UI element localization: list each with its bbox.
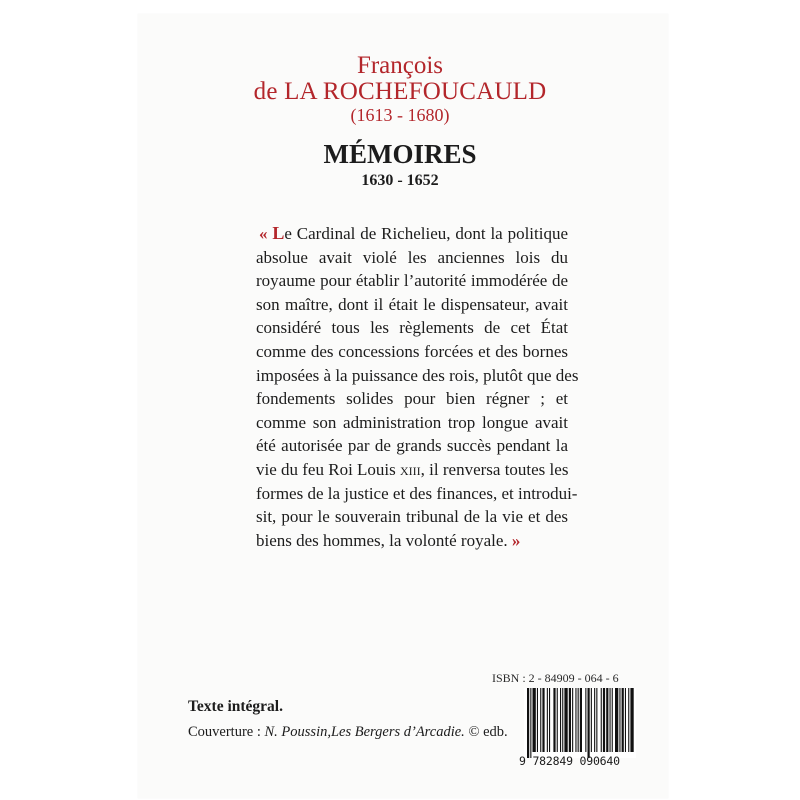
author-dates: (1613 - 1680) xyxy=(350,105,450,125)
open-guillemet: « xyxy=(259,224,273,243)
roman-numeral: xiii xyxy=(400,459,421,479)
barcode-bar xyxy=(537,688,538,752)
quote-line: formes de la justice et des finances, et introdui- xyxy=(256,483,578,503)
quote-line: « Le Cardinal de Richelieu, dont la politique xyxy=(259,223,569,243)
quote-line: imposées à la puissance des rois, plutôt que des xyxy=(256,365,579,385)
barcode-bar xyxy=(606,688,608,752)
author-first-name: François xyxy=(356,52,444,79)
close-guillemet: » xyxy=(511,530,521,550)
book-years: 1630 - 1652 xyxy=(361,172,439,189)
quote-line: considéré tous les règlements de cet État xyxy=(256,318,568,338)
barcode-icon xyxy=(524,688,636,758)
barcode-bar xyxy=(615,688,618,752)
quote-line: biens des hommes, la volonté royale. » xyxy=(256,530,521,550)
author-last-name: de LA ROCHEFOUCAULD xyxy=(253,78,547,105)
barcode-bar xyxy=(569,688,571,752)
barcode-bar xyxy=(557,688,558,752)
barcode-bar xyxy=(572,688,573,752)
barcode-bar xyxy=(625,688,626,752)
barcode-bar xyxy=(527,688,529,758)
cover-credit: Couverture : N. Poussin,Les Bergers d’Arcadie. © edb. xyxy=(188,724,508,740)
quote-line: comme des concessions forcées et des bornes xyxy=(256,341,568,361)
barcode-bar xyxy=(575,688,576,752)
barcode-bar xyxy=(560,688,561,752)
book-title: MÉMOIRES xyxy=(323,139,477,169)
barcode-bar xyxy=(596,688,597,752)
barcode-digits: 9 782849 090640 xyxy=(519,754,620,768)
barcode-bar xyxy=(619,688,620,752)
barcode-bar xyxy=(588,688,590,758)
barcode-bar xyxy=(562,688,563,752)
barcode xyxy=(524,688,636,758)
barcode-bar xyxy=(542,688,544,752)
quote-line: fondements solides pour bien régner ; et xyxy=(256,389,568,409)
barcode-bar xyxy=(530,688,531,758)
quote-initial: L xyxy=(272,223,285,243)
texte-integral-label: Texte intégral. xyxy=(188,698,283,715)
barcode-bar xyxy=(549,688,550,752)
quote-line: vie du feu Roi Louis xiii, il renversa toutes les xyxy=(256,459,569,479)
barcode-bar xyxy=(553,688,555,752)
quote-line: comme son administration trop longue avait xyxy=(256,412,568,432)
barcode-bar xyxy=(540,688,541,752)
quote-line: royaume pour établir l’autorité immodérée de xyxy=(256,271,568,291)
barcode-bar xyxy=(610,688,611,752)
quote-line: été autorisée par de grands succès pendant la xyxy=(256,436,568,456)
barcode-bar xyxy=(578,688,579,752)
quote-block xyxy=(256,222,579,552)
barcode-bar xyxy=(612,688,613,752)
barcode-bar xyxy=(547,688,548,752)
barcode-bar xyxy=(628,688,629,752)
barcode-bar xyxy=(564,688,567,752)
barcode-bar xyxy=(630,688,633,752)
barcode-bar xyxy=(603,688,605,752)
barcode-bar xyxy=(533,688,536,752)
quote-line: absolue avait violé les anciennes lois du xyxy=(256,247,568,267)
barcode-bar xyxy=(591,688,592,752)
quote-line: son maître, dont il était le dispensateur, avait xyxy=(256,294,568,314)
barcode-bar xyxy=(580,688,582,752)
barcode-bar xyxy=(601,688,602,752)
cover-artwork-credit: N. Poussin,Les Bergers d’Arcadie. xyxy=(264,724,465,740)
isbn-label: ISBN : 2 - 84909 - 064 - 6 xyxy=(492,671,619,685)
barcode-bar xyxy=(594,688,595,752)
quote-line: sit, pour le souverain tribunal de la vie et des xyxy=(256,507,568,527)
barcode-bar xyxy=(585,688,586,752)
barcode-bar xyxy=(622,688,624,752)
